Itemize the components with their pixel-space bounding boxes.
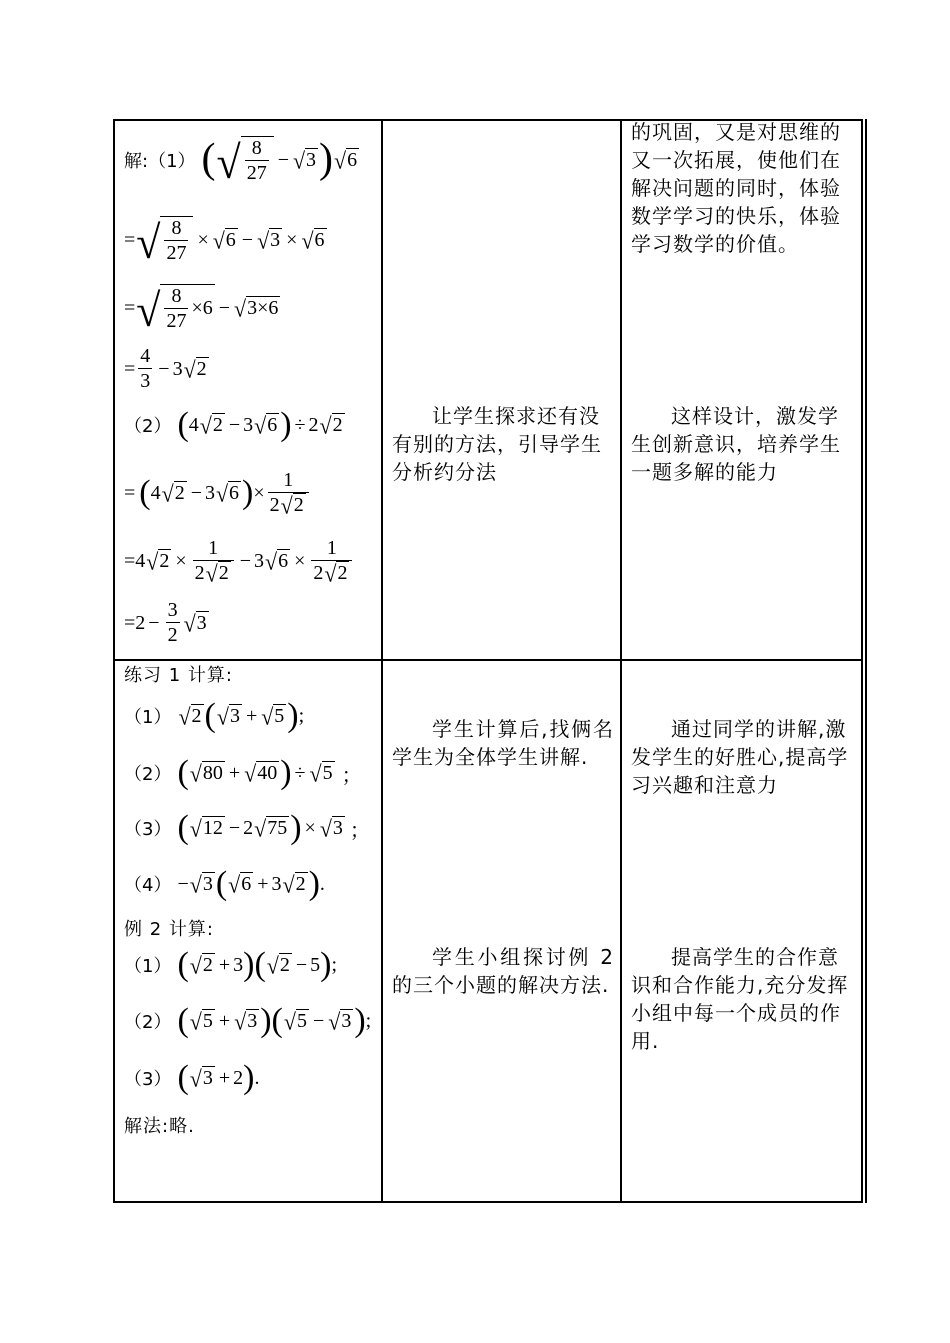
solution-line-5: （2） ( 4 √ 2 − 3 √ 6 ) ÷ 2 √ 2 <box>124 405 343 443</box>
solution-line-2: = √ $\frac{8}{27}$ × √ 6 − √ 3 × √ 6 <box>124 216 325 268</box>
practice-title: 练习 1 计算: <box>124 665 233 686</box>
example-item-3: （3） ( √ 3 + 2 ) . <box>124 1058 260 1096</box>
table-row-divider <box>113 659 863 661</box>
example-item-1: （1） ( √ 2 + 3 ) ( √ 2 − 5 ) ; <box>124 945 338 983</box>
example-title: 例 2 计算: <box>124 919 214 940</box>
solution-omitted: 解法:略. <box>124 1116 195 1137</box>
solution-line-3: = √ $\frac{8}{27}$ ×6 − √ 3×6 <box>124 284 279 336</box>
row2-design-intent-b: 提高学生的合作意识和合作能力,充分发挥小组中每一个成员的作用. <box>631 945 849 1053</box>
row1-design-intent: 这样设计，激发学生创新意识，培养学生一题多解的能力 <box>631 404 841 484</box>
practice-item-1: （1） √ 2 ( √ 3 + √ 5 ) ; <box>124 696 305 734</box>
row2-teacher-activity-a: 学生计算后,找俩名学生为全体学生讲解. <box>392 717 614 769</box>
practice-item-3: （3） ( √ 12 − 2 √ 75 ) × √ 3 ； <box>124 808 370 846</box>
table-border-right <box>861 119 863 1203</box>
row1-teacher-activity: 让学生探求还有没有别的方法，引导学生分析约分法 <box>392 404 602 484</box>
table-border-bottom <box>113 1201 863 1203</box>
practice-item-4: （4） − √ 3 ( √ 6 + 3 √ 2 ) . <box>124 864 325 902</box>
row1-design-intent-top: 的巩固，又是对思维的又一次拓展，使他们在解决问题的同时，体验数学学习的快乐，体验学习数学的价值。 <box>631 120 841 256</box>
row2-design-intent-a: 通过同学的讲解,激发学生的好胜心,提高学习兴趣和注意力 <box>631 717 849 797</box>
solution-line-4: = $\frac{4}{3}$ − 3 √ 2 <box>124 345 207 392</box>
solution-line-1: 解:（1） ( √ $\frac{8}{27}$ − √ 3 ) √ 6 <box>124 136 358 188</box>
table-border-left <box>113 119 115 1203</box>
solution-line-8: = 2 − $\frac{3}{2}$ √ 3 <box>124 599 207 646</box>
table-border-col2 <box>620 119 622 1203</box>
solution-line-7: = 4 √ 2 × 1 2 √ 2 − 3 √ 6 × 1 2 √ 2 <box>124 530 355 592</box>
practice-item-2: （2） ( √ 80 + √ 40 ) ÷ √ 5 ； <box>124 753 362 791</box>
example-item-2: （2） ( √ 5 + √ 3 ) ( √ 5 − √ 3 ) ; <box>124 1001 372 1039</box>
table-border-right-outer <box>865 119 867 1203</box>
solution-line-6: = ( 4 √ 2 − 3 √ 6 ) × 1 2 √ 2 <box>124 462 312 524</box>
row2-teacher-activity-b: 学生小组探讨例 2 的三个小题的解决方法. <box>392 945 614 997</box>
table-border-col1 <box>381 119 383 1203</box>
